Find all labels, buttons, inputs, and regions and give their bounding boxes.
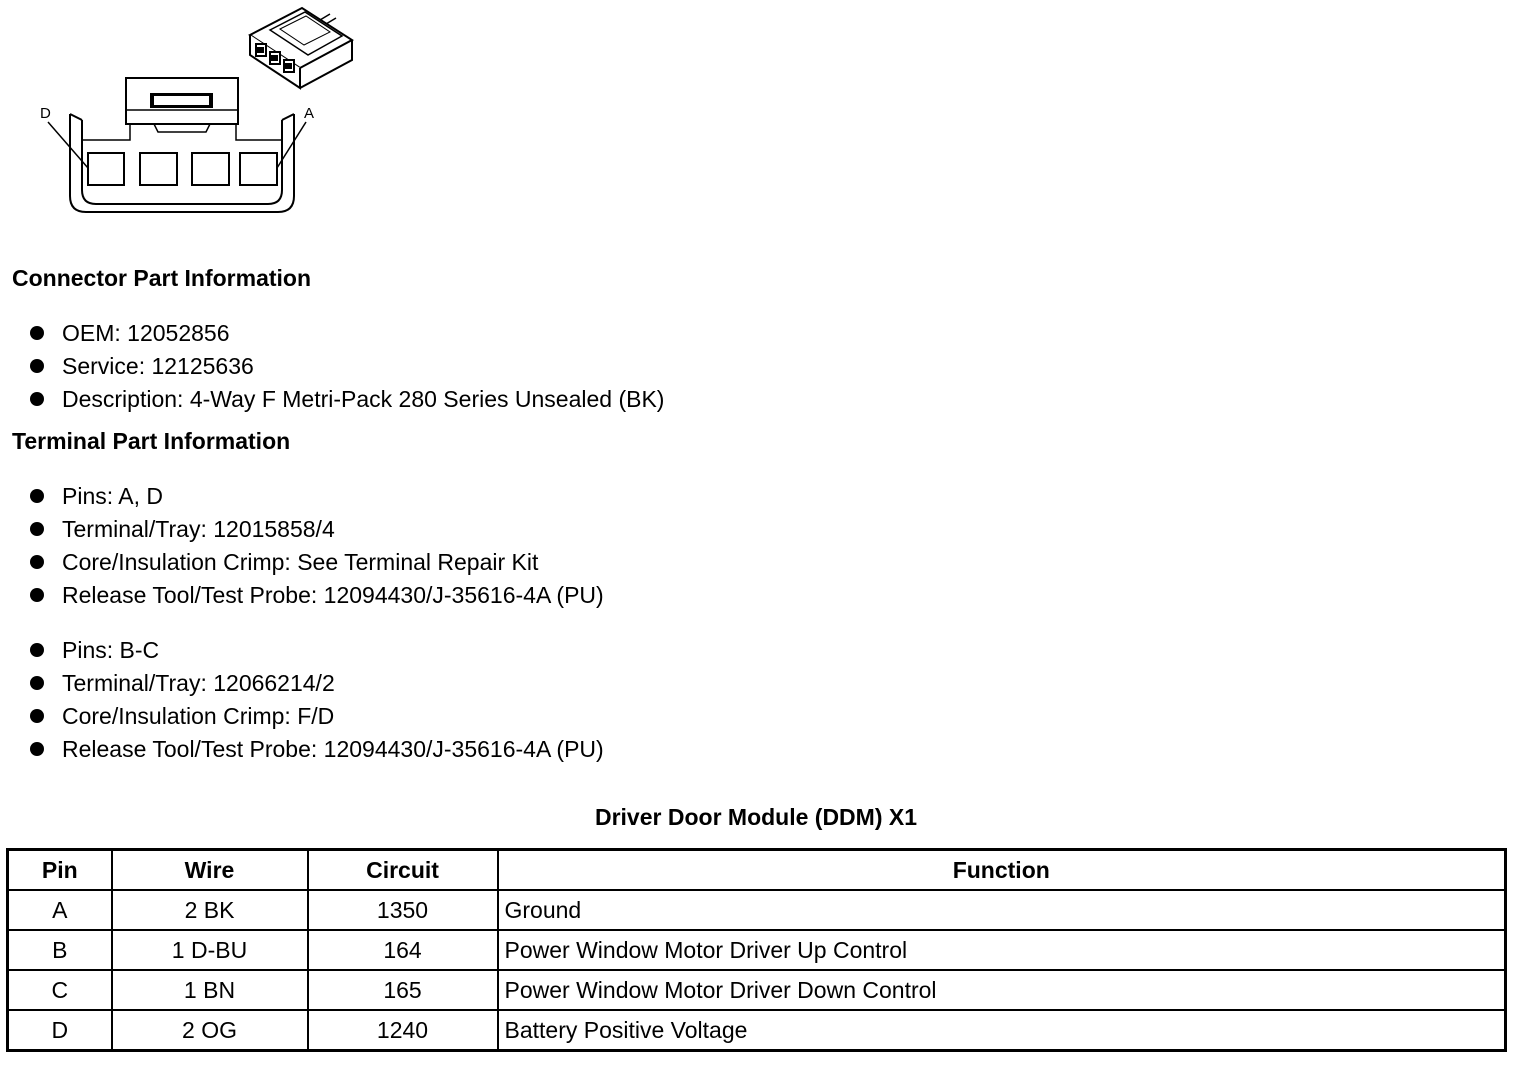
cell-wire: 2 BK — [112, 890, 308, 930]
list-item: Service: 12125636 — [0, 351, 664, 384]
bullet-icon — [30, 555, 44, 569]
list-item: Release Tool/Test Probe: 12094430/J-35616-4A (PU) — [0, 734, 604, 767]
table-header-row — [8, 850, 1506, 891]
cell-wire: 1 BN — [112, 970, 308, 1010]
header-function: Function — [498, 850, 1506, 891]
cell-circuit: 1350 — [308, 890, 498, 930]
table-row — [8, 970, 1506, 1010]
bullet-icon — [30, 326, 44, 340]
list-item: Terminal/Tray: 12015858/4 — [0, 514, 604, 547]
bullet-icon — [30, 359, 44, 373]
bullet-icon — [30, 588, 44, 602]
bullet-icon — [30, 676, 44, 690]
bullet-icon — [30, 709, 44, 723]
table-row — [8, 890, 1506, 930]
connector-isometric-view — [250, 8, 352, 88]
cell-pin: B — [8, 930, 112, 970]
table-title: Driver Door Module (DDM) X1 — [594, 804, 918, 830]
cavity-b — [192, 153, 229, 185]
bullet-icon — [30, 392, 44, 406]
cell-wire: 2 OG — [112, 1010, 308, 1051]
bullet-icon — [30, 643, 44, 657]
cell-circuit: 165 — [308, 970, 498, 1010]
pinout-table — [6, 848, 1507, 1052]
cavity-c — [140, 153, 177, 185]
connector-part-list — [0, 318, 664, 417]
connector-part-heading: Connector Part Information — [12, 265, 312, 291]
cell-wire: 1 D-BU — [112, 930, 308, 970]
bullet-icon — [30, 489, 44, 503]
header-circuit: Circuit — [308, 850, 498, 891]
cell-pin: C — [8, 970, 112, 1010]
list-item: OEM: 12052856 — [0, 318, 664, 351]
cell-function: Power Window Motor Driver Up Control — [498, 930, 1506, 970]
connector-diagram — [30, 0, 370, 225]
cell-function: Battery Positive Voltage — [498, 1010, 1506, 1051]
list-item: Release Tool/Test Probe: 12094430/J-35616-4A (PU) — [0, 580, 604, 613]
cell-pin: D — [8, 1010, 112, 1051]
list-item: Pins: B-C — [0, 635, 604, 668]
cell-circuit: 164 — [308, 930, 498, 970]
cell-circuit: 1240 — [308, 1010, 498, 1051]
cell-pin: A — [8, 890, 112, 930]
table-row — [8, 1010, 1506, 1051]
pin-label-a: A — [304, 105, 315, 122]
bullet-icon — [30, 742, 44, 756]
list-item: Terminal/Tray: 12066214/2 — [0, 668, 604, 701]
cavity-a — [240, 153, 277, 185]
header-pin: Pin — [8, 850, 112, 891]
table-row — [8, 930, 1506, 970]
terminal-part-heading: Terminal Part Information — [12, 428, 291, 454]
connector-face-view — [48, 78, 306, 212]
pin-label-d: D — [40, 105, 51, 122]
terminal-part-list-2 — [0, 635, 604, 767]
terminal-part-list-1 — [0, 481, 604, 613]
bullet-icon — [30, 522, 44, 536]
header-wire: Wire — [112, 850, 308, 891]
list-item: Core/Insulation Crimp: See Terminal Repair Kit — [0, 547, 604, 580]
list-item: Core/Insulation Crimp: F/D — [0, 701, 604, 734]
cavity-d — [88, 153, 124, 185]
cell-function: Ground — [498, 890, 1506, 930]
list-item: Description: 4-Way F Metri-Pack 280 Series Unsealed (BK) — [0, 384, 664, 417]
list-item: Pins: A, D — [0, 481, 604, 514]
cell-function: Power Window Motor Driver Down Control — [498, 970, 1506, 1010]
